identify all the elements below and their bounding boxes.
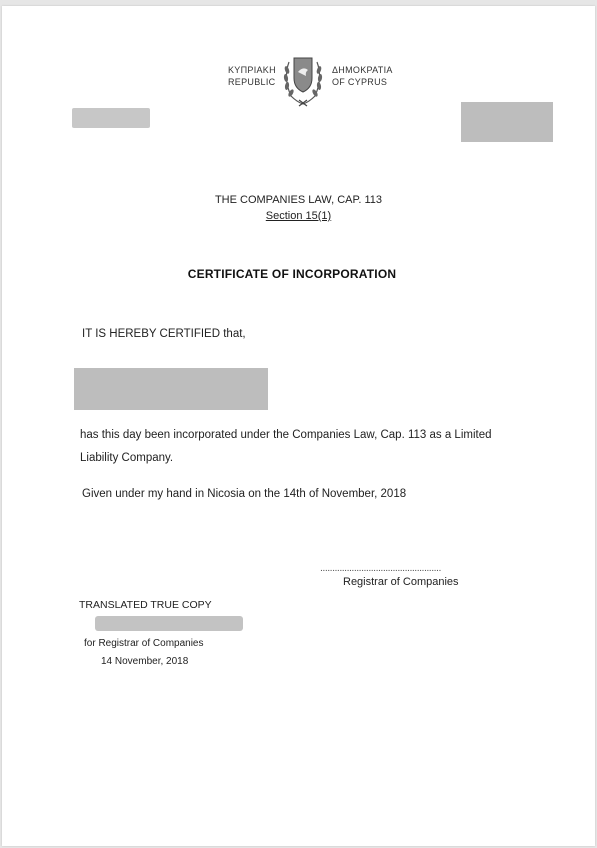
certified-intro: IT IS HEREBY CERTIFIED that, — [82, 328, 246, 340]
redacted-signature-stamp — [95, 616, 243, 631]
incorporation-line-1: has this day been incorporated under the Companies Law, Cap. 113 as a Limited — [80, 429, 492, 441]
incorporation-line-2: Liability Company. — [80, 452, 174, 464]
translated-copy-heading: TRANSLATED TRUE COPY — [79, 599, 212, 611]
crest-left-text — [228, 64, 274, 88]
signature-label: Registrar of Companies — [343, 576, 459, 588]
redacted-company-name — [74, 368, 268, 410]
crest-left-top: ΚΥΠΡΙΑΚΗ — [228, 65, 276, 75]
crest-right-text — [332, 64, 393, 88]
crest-right-bottom: OF CYPRUS — [332, 77, 388, 87]
redacted-stamp-right — [461, 102, 553, 142]
crest-right-top: ΔΗΜΟΚΡΑΤΙΑ — [332, 65, 393, 75]
certificate-page — [2, 6, 595, 846]
crest-left-bottom: REPUBLIC — [228, 77, 276, 87]
given-line: Given under my hand in Nicosia on the 14th of November, 2018 — [82, 488, 407, 500]
translation-for-label: for Registrar of Companies — [84, 638, 204, 649]
translation-date: 14 November, 2018 — [101, 656, 189, 667]
certificate-title: CERTIFICATE OF INCORPORATION — [187, 267, 397, 281]
cyprus-coat-of-arms-icon — [279, 52, 327, 108]
law-title: THE COMPANIES LAW, CAP. 113 — [214, 194, 383, 206]
redacted-stamp-left — [72, 108, 150, 128]
law-section: Section 15(1) — [265, 210, 332, 222]
signature-dots: .................................................. — [320, 562, 441, 574]
